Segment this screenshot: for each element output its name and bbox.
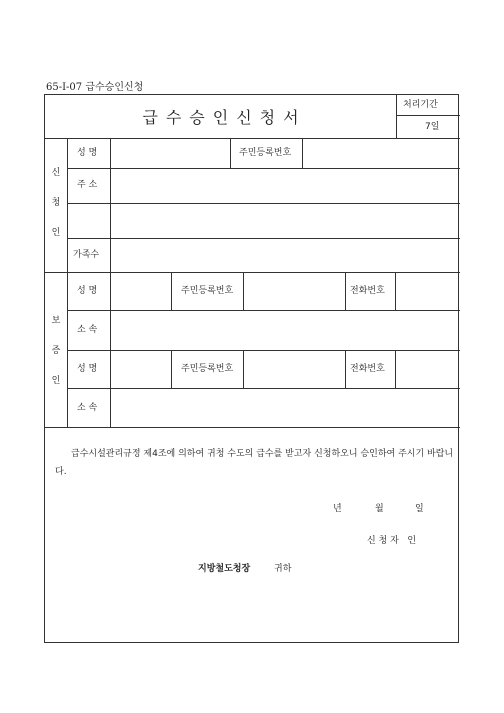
- cell-divider: [243, 350, 244, 388]
- guarantor1-rrn-label: 주민등록번호: [181, 286, 234, 296]
- row-line: [67, 310, 460, 311]
- form-code: 65-I-07 급수승인신청: [46, 82, 144, 93]
- guarantor2-name-label: 성 명: [77, 364, 98, 374]
- applicant-address-label: 주 소: [77, 180, 98, 190]
- application-form: [44, 94, 459, 643]
- title-divider: [396, 95, 397, 138]
- applicant-rrn-label: 주민등록번호: [239, 148, 292, 158]
- row-line: [67, 168, 460, 169]
- guarantor1-phone-label: 전화번호: [350, 286, 385, 296]
- date-day: 일: [415, 504, 424, 514]
- cell-divider: [345, 350, 346, 388]
- guarantor1-name-label: 성 명: [77, 286, 98, 296]
- guarantor2-rrn-label: 주민등록번호: [181, 364, 234, 374]
- processing-label: 처리기간: [403, 100, 438, 110]
- row-line: [45, 138, 460, 139]
- section-divider: [67, 138, 68, 427]
- row-line: [67, 350, 460, 351]
- processing-value: 7일: [425, 122, 440, 132]
- guarantor-section-label: 보 증 인: [51, 316, 61, 386]
- cell-divider: [302, 138, 303, 168]
- row-line: [67, 238, 460, 239]
- cell-divider: [171, 272, 172, 310]
- applicant-signature: 신 청 자 인: [367, 536, 417, 546]
- row-line: [45, 272, 460, 273]
- row-line: [45, 427, 460, 428]
- cell-divider: [345, 272, 346, 310]
- applicant-section-label: 신 청 인: [51, 168, 61, 238]
- row-line: [67, 203, 460, 204]
- processing-divider: [396, 115, 460, 116]
- row-line: [67, 388, 460, 389]
- cell-divider: [230, 138, 231, 168]
- recipient-office: 지방철도청장: [198, 564, 251, 574]
- applicant-family-label: 가족수: [73, 250, 100, 260]
- cell-divider: [171, 350, 172, 388]
- date-year: 년: [333, 504, 342, 514]
- guarantor2-affiliation-label: 소 속: [77, 403, 98, 413]
- cell-divider: [243, 272, 244, 310]
- applicant-name-label: 성 명: [77, 148, 98, 158]
- label-divider: [110, 138, 111, 427]
- application-statement: 급수시설관리규정 제4조에 의하여 귀청 수도의 급수를 받고자 신청하오니 승인하여 주시기 바랍니다.: [55, 449, 454, 477]
- guarantor1-affiliation-label: 소 속: [77, 325, 98, 335]
- date-month: 월: [375, 504, 384, 514]
- guarantor2-phone-label: 전화번호: [350, 364, 385, 374]
- cell-divider: [395, 350, 396, 388]
- form-title: 급수승인신청서: [142, 108, 307, 127]
- cell-divider: [395, 272, 396, 310]
- recipient-suffix: 귀하: [274, 564, 292, 574]
